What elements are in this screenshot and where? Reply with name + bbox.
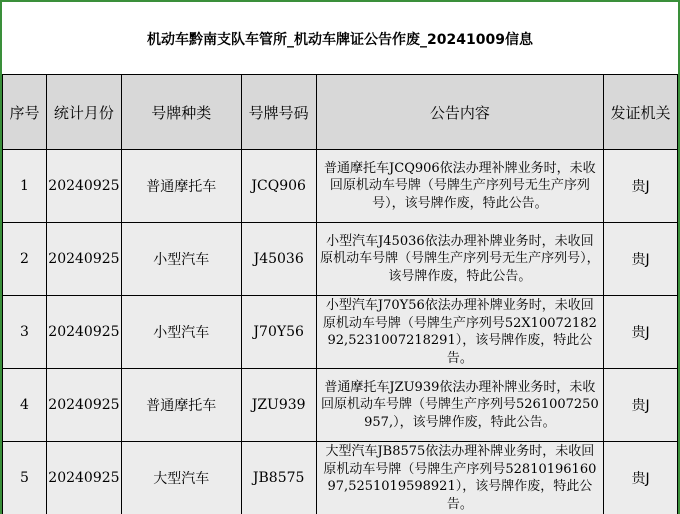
cell-no: 3 — [3, 296, 47, 369]
table-row — [3, 150, 678, 223]
cell-month: 20240925 — [46, 296, 121, 369]
cell-org: 贵J — [604, 223, 678, 296]
page-title: 机动车黔南支队车管所_机动车牌证公告作废_20241009信息 — [147, 32, 533, 48]
cell-content: 普通摩托车JCQ906依法办理补牌业务时，未收回原机动车号牌（号牌生产序列号无生产序列号），该号牌作废，特此公告。 — [316, 150, 603, 223]
cell-no: 2 — [3, 223, 47, 296]
cell-plate: J70Y56 — [241, 296, 316, 369]
cell-plate: JB8575 — [241, 442, 316, 514]
cell-month: 20240925 — [46, 150, 121, 223]
cell-plate: J45036 — [241, 223, 316, 296]
cell-plate: JZU939 — [241, 369, 316, 442]
cell-content: 小型汽车J45036依法办理补牌业务时，未收回原机动车号牌（号牌生产序列号无生产序列号），该号牌作废，特此公告。 — [316, 223, 603, 296]
cell-kind: 大型汽车 — [121, 442, 241, 514]
cell-kind: 普通摩托车 — [121, 369, 241, 442]
cell-month: 20240925 — [46, 369, 121, 442]
cell-content: 大型汽车JB8575依法办理补牌业务时，未收回原机动车号牌（号牌生产序列号5281019616097,5251019598921），该号牌作废，特此公告。 — [316, 442, 603, 514]
header-content: 公告内容 — [316, 75, 603, 150]
cell-month: 20240925 — [46, 442, 121, 514]
header-plate: 号牌号码 — [241, 75, 316, 150]
cell-content: 普通摩托车JZU939依法办理补牌业务时，未收回原机动车号牌（号牌生产序列号5261007250957,），该号牌作废，特此公告。 — [316, 369, 603, 442]
header-kind: 号牌种类 — [121, 75, 241, 150]
table-header-row — [3, 75, 678, 150]
cell-org: 贵J — [604, 442, 678, 514]
header-no: 序号 — [3, 75, 47, 150]
table-row — [3, 442, 678, 514]
table-row — [3, 369, 678, 442]
cell-plate: JCQ906 — [241, 150, 316, 223]
header-org: 发证机关 — [604, 75, 678, 150]
cell-org: 贵J — [604, 150, 678, 223]
announcement-table — [2, 74, 678, 514]
cell-month: 20240925 — [46, 223, 121, 296]
cell-kind: 小型汽车 — [121, 296, 241, 369]
cell-no: 1 — [3, 150, 47, 223]
header-month: 统计月份 — [46, 75, 121, 150]
cell-org: 贵J — [604, 296, 678, 369]
cell-kind: 普通摩托车 — [121, 150, 241, 223]
cell-no: 5 — [3, 442, 47, 514]
cell-kind: 小型汽车 — [121, 223, 241, 296]
cell-content: 小型汽车J70Y56依法办理补牌业务时，未收回原机动车号牌（号牌生产序列号52X1007218292,5231007218291），该号牌作废，特此公告。 — [316, 296, 603, 369]
cell-no: 4 — [3, 369, 47, 442]
table-row — [3, 296, 678, 369]
table-row — [3, 223, 678, 296]
cell-org: 贵J — [604, 369, 678, 442]
